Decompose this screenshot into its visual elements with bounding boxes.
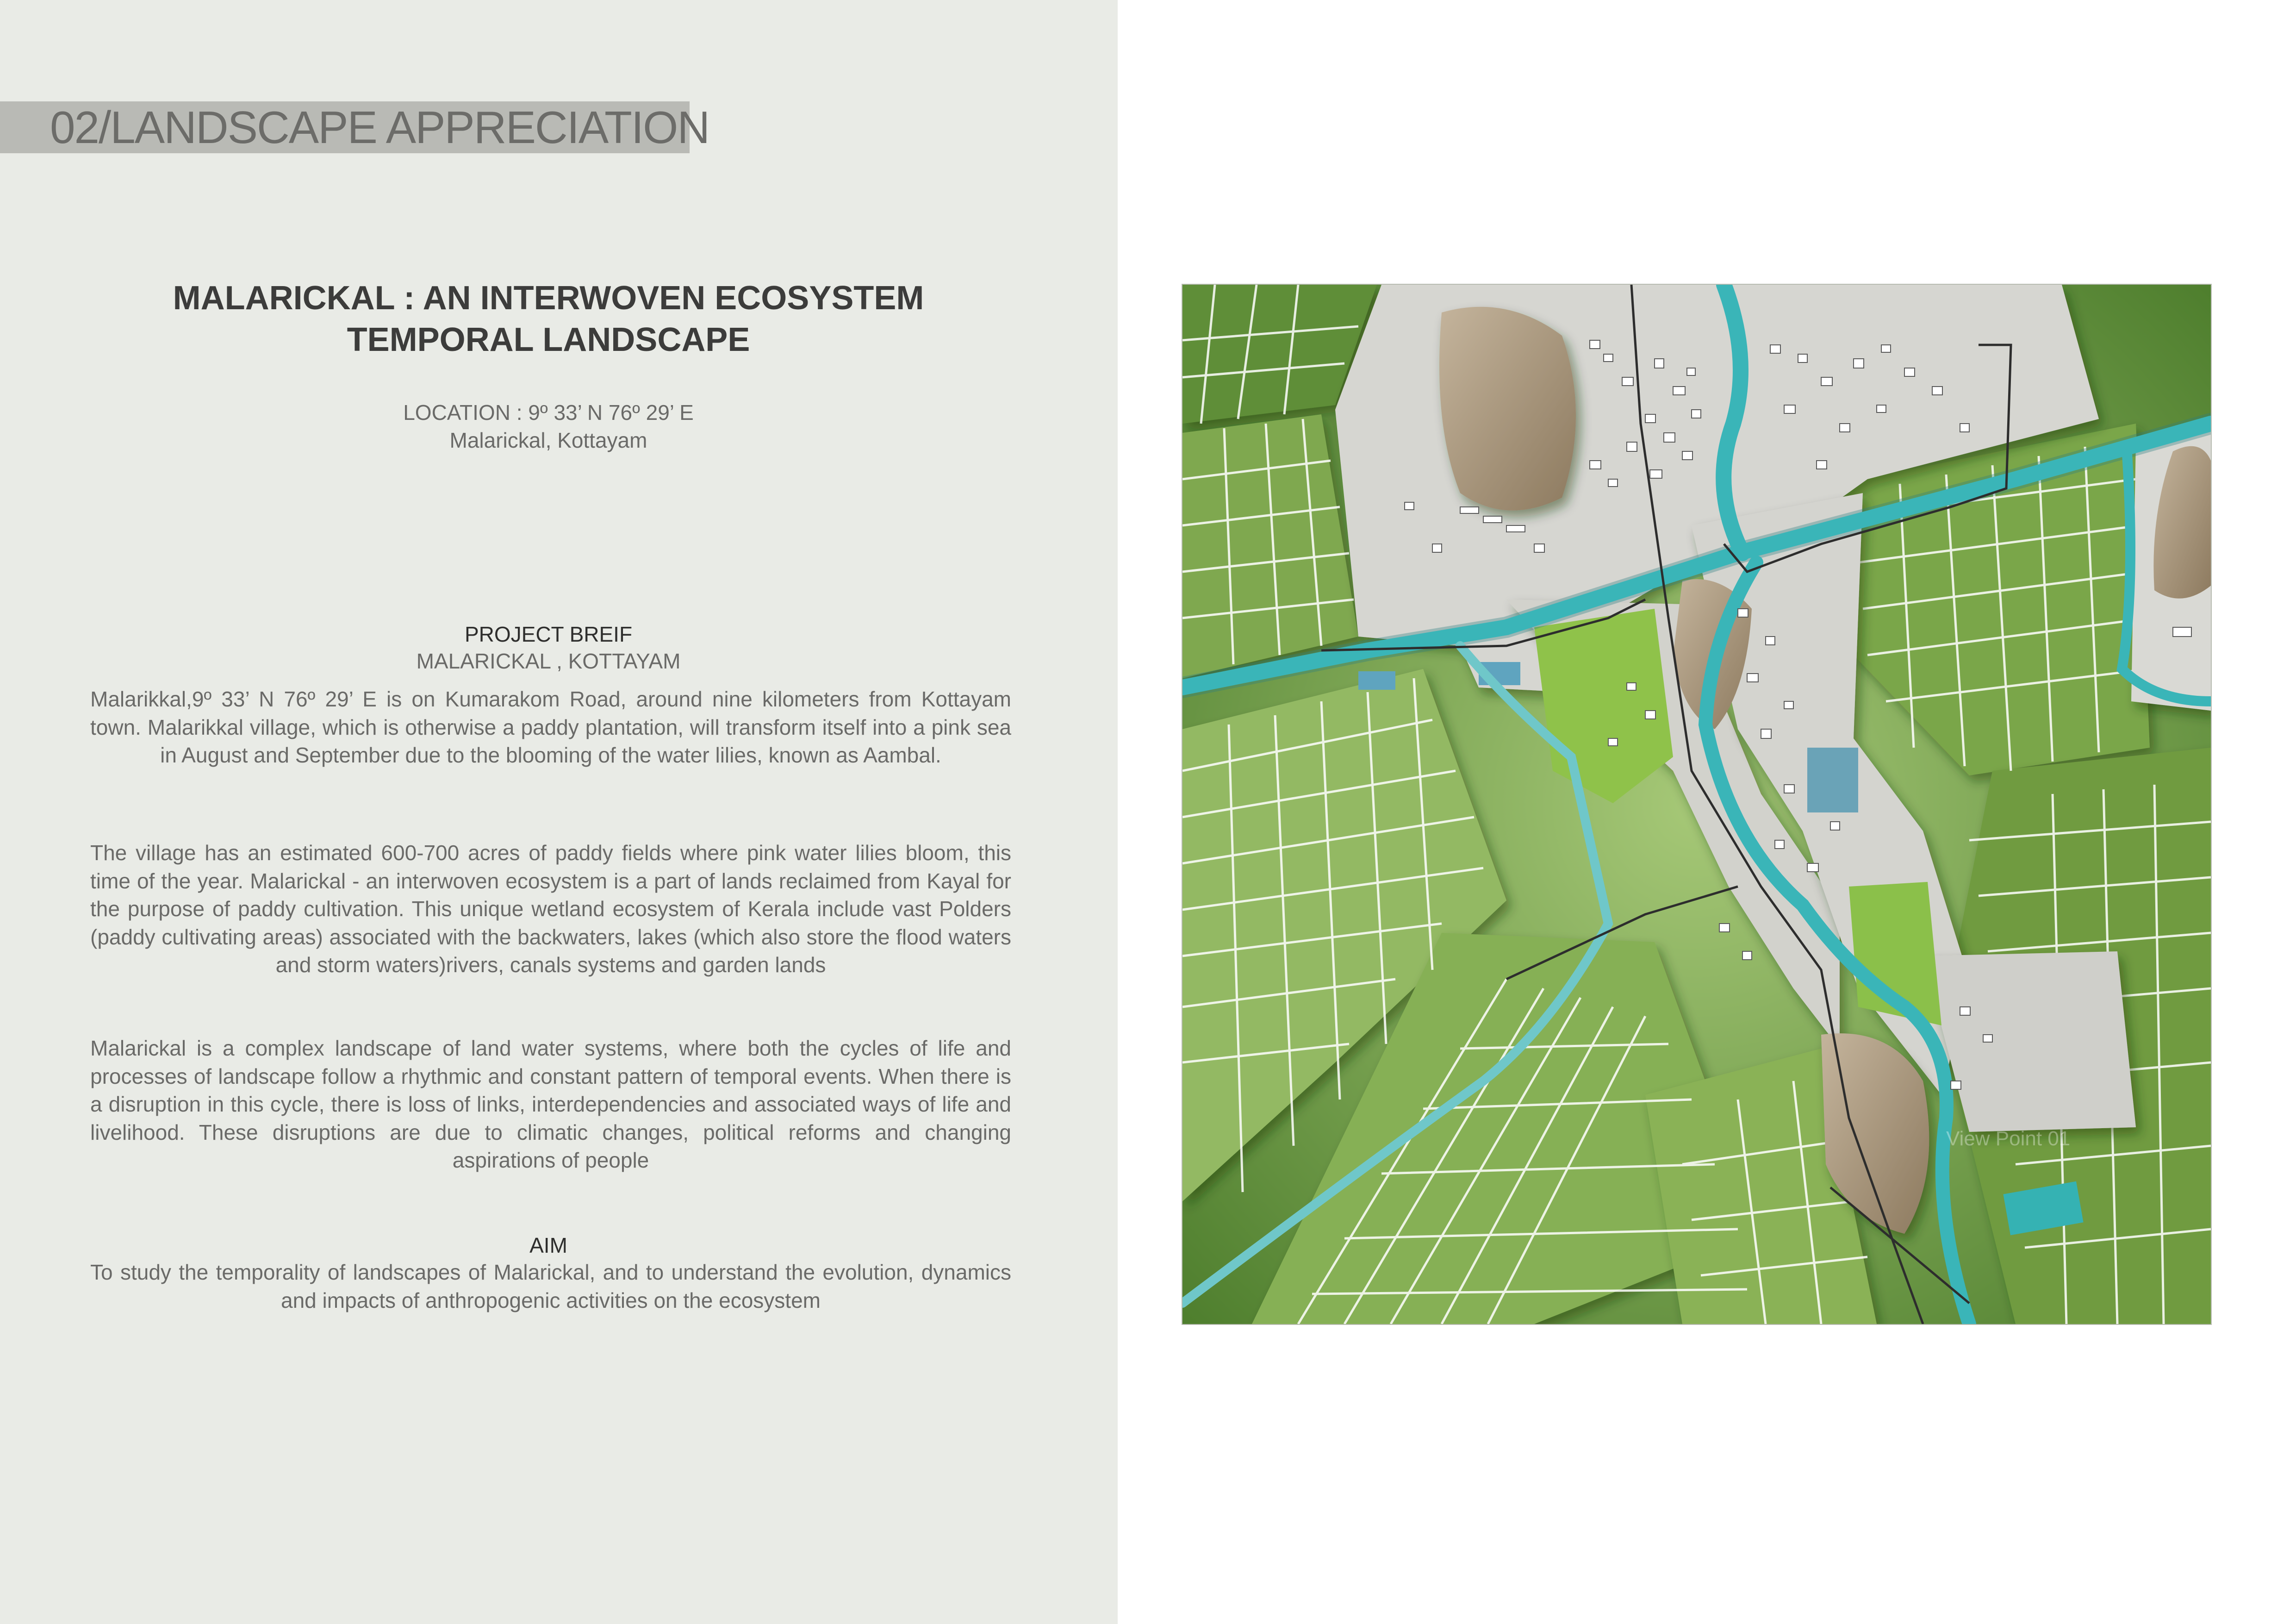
location-place: Malarickal, Kottayam <box>449 428 647 452</box>
brief-paragraph-1: Malarikkal,9º 33’ N 76º 29’ E is on Kumarakom Road, around nine kilometers from Kottayam town. Malarikkal village, which is otherwise a paddy plantation, will transform itself into a pink sea in August and September due to the blooming of the water lilies, known as Aambal. <box>90 687 1011 767</box>
site-map <box>1182 284 2212 1325</box>
title-line-2: TEMPORAL LANDSCAPE <box>347 321 750 358</box>
project-brief-subheading: MALARICKAL , KOTTAYAM <box>416 649 681 673</box>
location-coordinates: LOCATION : 9º 33’ N 76º 29’ E <box>403 400 694 425</box>
water-tank-1 <box>1358 671 1395 690</box>
text-panel <box>0 0 1118 1624</box>
title-line-1: MALARICKAL : AN INTERWOVEN ECOSYSTEM <box>173 280 924 317</box>
brief-paragraph-3: Malarickal is a complex landscape of land water systems, where both the cycles of life and processes of landscape follow a rhythmic and constant pattern of temporal events. When there is a disruption in this cycle, there is loss of links, interdependencies and associated ways of life and livelihood. These disruptions are due to climatic changes, political reforms and changing aspirations of people <box>90 1036 1011 1172</box>
project-brief-heading: PROJECT BREIF <box>464 622 633 646</box>
map-watermark: View Point 01 <box>1946 1127 2071 1150</box>
site-map-drawing <box>1182 285 2211 1324</box>
section-tag-label: 02/LANDSCAPE APPRECIATION <box>50 102 709 153</box>
aim-text: To study the temporality of landscapes of Malarickal, and to understand the evolution, dynamics and impacts of anthropogenic activities on the ecosystem <box>90 1260 1011 1312</box>
pond-north <box>1439 307 1576 511</box>
brief-paragraph-2: The village has an estimated 600-700 acres of paddy fields where pink water lilies bloom, this time of the year. Malarickal - an interwoven ecosystem is a part of lands reclaimed from Kayal for the purpose of paddy cultivation. This unique wetland ecosystem of Kerala include vast Polders (paddy cultivating areas) associated with the backwaters, lakes (which also store the flood waters and storm waters)rivers, canals systems and garden lands <box>90 841 1011 977</box>
section-tag <box>0 101 709 153</box>
water-tank-3 <box>1807 748 1858 812</box>
aim-heading: AIM <box>529 1233 567 1257</box>
